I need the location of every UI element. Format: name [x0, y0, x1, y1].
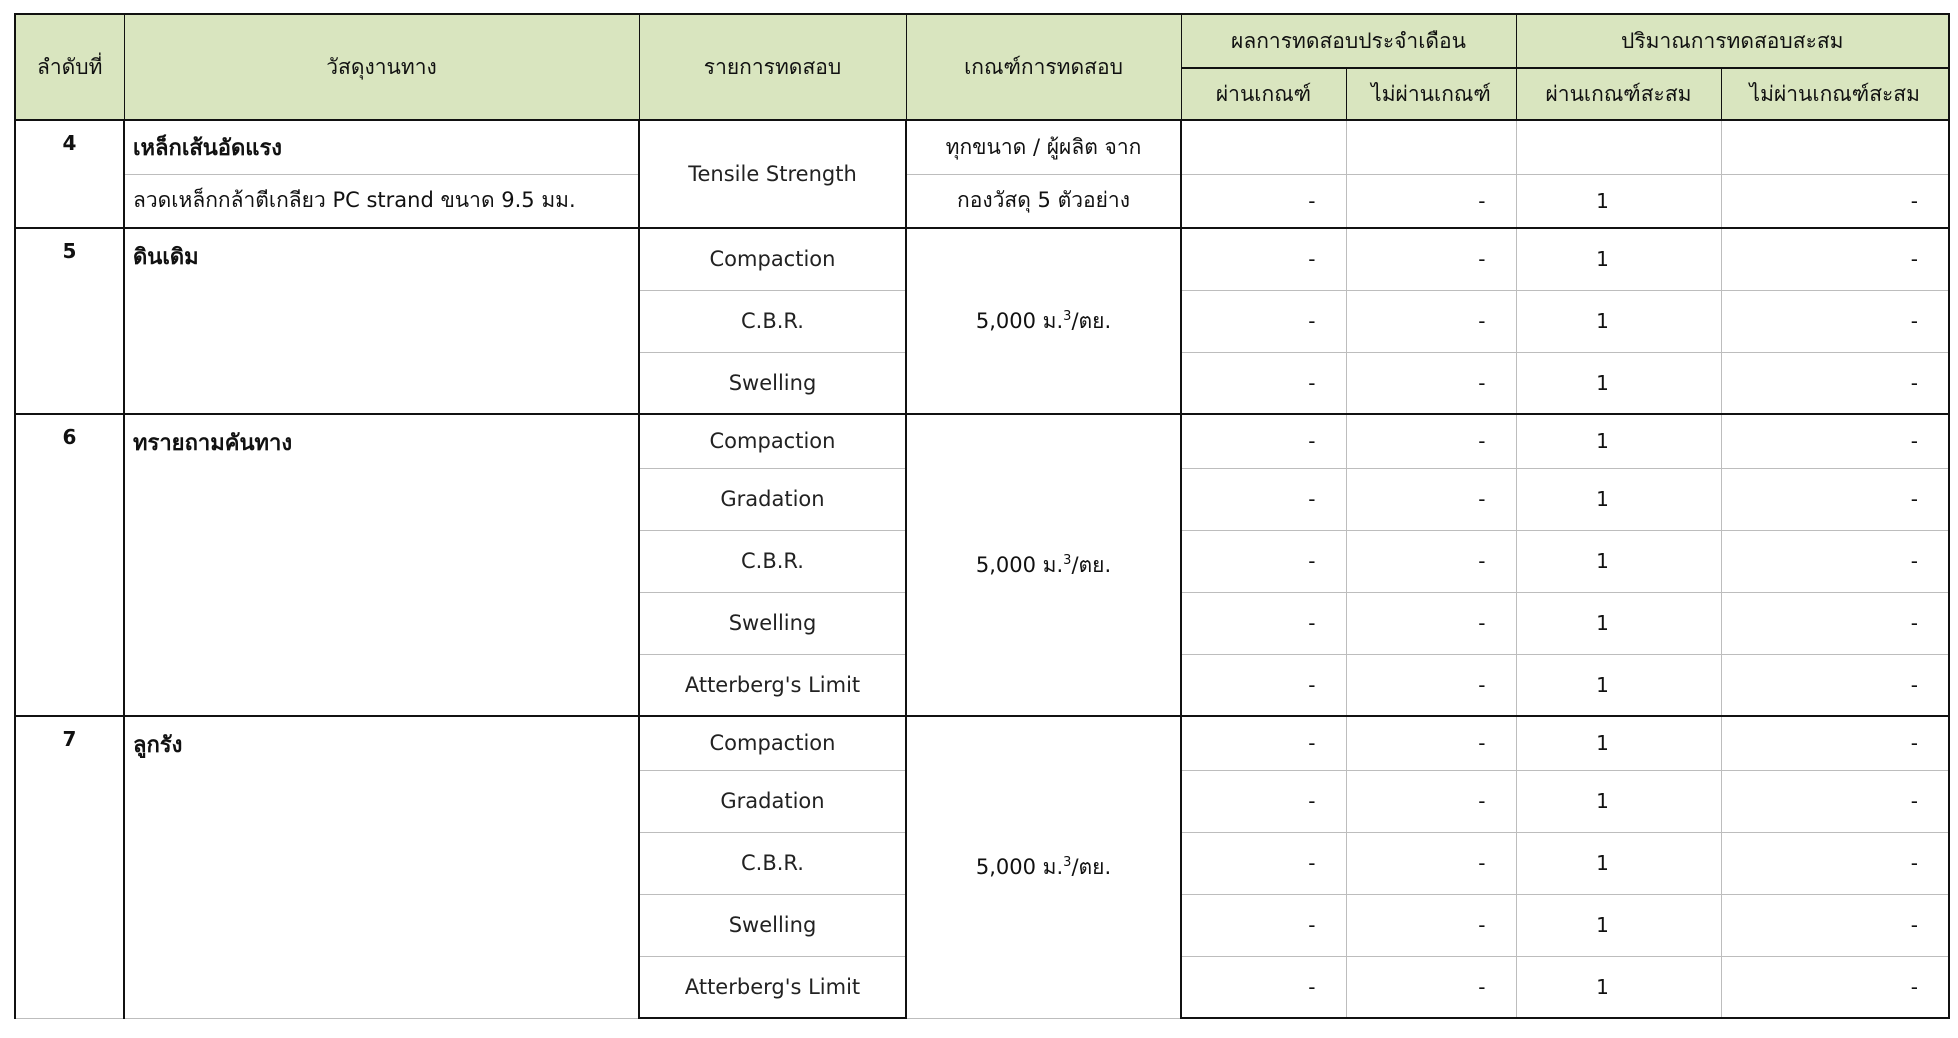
pass-value: -: [1181, 530, 1346, 592]
pass-cum-value: 1: [1516, 414, 1721, 468]
test-item: Gradation: [639, 468, 906, 530]
test-item: Swelling: [639, 352, 906, 414]
header-test-item: รายการทดสอบ: [639, 14, 906, 120]
fail-value: -: [1346, 716, 1516, 770]
test-item: Atterberg's Limit: [639, 956, 906, 1018]
fail-cum-value: -: [1721, 716, 1949, 770]
pass-cum-value: 1: [1516, 530, 1721, 592]
criteria-cell: [906, 228, 1181, 414]
fail-cum-value: -: [1721, 770, 1949, 832]
table-row: [15, 716, 1949, 770]
pass-cum-value: 1: [1516, 290, 1721, 352]
test-item: C.B.R.: [639, 290, 906, 352]
test-item: Atterberg's Limit: [639, 654, 906, 716]
material-name: ลูกรัง: [124, 716, 639, 1018]
material-name: ดินเดิม: [124, 228, 639, 414]
test-item: Swelling: [639, 592, 906, 654]
criteria-exponent: 3: [1063, 308, 1072, 324]
fail-cum-value: -: [1721, 592, 1949, 654]
header-seq: ลำดับที่: [15, 14, 124, 120]
criteria-value: 5,000 ม.: [975, 854, 1064, 879]
fail-value: -: [1346, 228, 1516, 290]
fail-cum-value: -: [1721, 352, 1949, 414]
seq-cell: 7: [15, 716, 124, 1018]
pass-value: -: [1181, 468, 1346, 530]
pass-value: -: [1181, 654, 1346, 716]
criteria-value: 5,000 ม.: [975, 552, 1064, 577]
pass-cum-value: 1: [1516, 894, 1721, 956]
table-row: [15, 414, 1949, 468]
material-name: ทรายถามคันทาง: [124, 414, 639, 716]
pass-value: -: [1181, 290, 1346, 352]
pass-cum-value: 1: [1516, 770, 1721, 832]
fail-value: -: [1346, 770, 1516, 832]
table-row: [15, 228, 1949, 290]
pass-value: -: [1181, 716, 1346, 770]
seq-cell: 6: [15, 414, 124, 716]
test-item: Compaction: [639, 414, 906, 468]
pass-cum-value: 1: [1516, 228, 1721, 290]
material-detail: ลวดเหล็กกล้าตีเกลียว PC strand ขนาด 9.5 มม.: [124, 174, 639, 228]
pass-cum-value: 1: [1516, 956, 1721, 1018]
fail-cum-value: -: [1721, 894, 1949, 956]
table-row: [15, 174, 1949, 228]
material-name: เหล็กเส้นอัดแรง: [124, 120, 639, 174]
criteria-unit: /ตย.: [1071, 854, 1112, 879]
pass-value: -: [1181, 174, 1346, 228]
test-item: Compaction: [639, 228, 906, 290]
criteria-unit: /ตย.: [1071, 552, 1112, 577]
pass-cum-value: 1: [1516, 716, 1721, 770]
fail-value: -: [1346, 832, 1516, 894]
fail-cum-value: -: [1721, 174, 1949, 228]
header-criteria: เกณฑ์การทดสอบ: [906, 14, 1181, 120]
fail-value: -: [1346, 468, 1516, 530]
fail-value: -: [1346, 290, 1516, 352]
fail-value: -: [1346, 654, 1516, 716]
criteria-exponent: 3: [1063, 552, 1072, 568]
header-fail: ไม่ผ่านเกณฑ์: [1346, 68, 1516, 120]
fail-value: -: [1346, 894, 1516, 956]
test-item: C.B.R.: [639, 530, 906, 592]
header-monthly: ผลการทดสอบประจำเดือน: [1181, 14, 1516, 68]
seq-cell: 4: [15, 120, 124, 228]
fail-value: -: [1346, 414, 1516, 468]
fail-cum-value: -: [1721, 290, 1949, 352]
fail-cum-value: -: [1721, 654, 1949, 716]
criteria-line-2: กองวัสดุ 5 ตัวอย่าง: [906, 174, 1181, 228]
pass-value: -: [1181, 770, 1346, 832]
test-item: Compaction: [639, 716, 906, 770]
criteria-unit: /ตย.: [1071, 308, 1112, 333]
fail-cum-value: -: [1721, 832, 1949, 894]
header-fail-cum: ไม่ผ่านเกณฑ์สะสม: [1721, 68, 1949, 120]
pass-cum-value: 1: [1516, 832, 1721, 894]
fail-value: -: [1346, 174, 1516, 228]
fail-value: -: [1346, 530, 1516, 592]
criteria-line-1: ทุกขนาด / ผู้ผลิต จาก: [906, 120, 1181, 174]
fail-cum-value: -: [1721, 414, 1949, 468]
criteria-value: 5,000 ม.: [975, 308, 1064, 333]
test-item: Swelling: [639, 894, 906, 956]
pass-value: -: [1181, 894, 1346, 956]
test-item: Tensile Strength: [639, 120, 906, 228]
header-cumulative: ปริมาณการทดสอบสะสม: [1516, 14, 1949, 68]
criteria-cell: [906, 414, 1181, 716]
seq-cell: 5: [15, 228, 124, 414]
header-pass: ผ่านเกณฑ์: [1181, 68, 1346, 120]
fail-cum-value: -: [1721, 530, 1949, 592]
table-row: [15, 120, 1949, 174]
pass-value: -: [1181, 228, 1346, 290]
test-item: C.B.R.: [639, 832, 906, 894]
pass-cum-value: 1: [1516, 592, 1721, 654]
fail-value: -: [1346, 592, 1516, 654]
pass-value: -: [1181, 414, 1346, 468]
test-results-table: [14, 13, 1950, 1019]
header-pass-cum: ผ่านเกณฑ์สะสม: [1516, 68, 1721, 120]
pass-cum-value: 1: [1516, 174, 1721, 228]
pass-value: -: [1181, 352, 1346, 414]
fail-cum-value: -: [1721, 956, 1949, 1018]
fail-value: -: [1346, 956, 1516, 1018]
header-material: วัสดุงานทาง: [124, 14, 639, 120]
pass-cum-value: 1: [1516, 654, 1721, 716]
test-item: Gradation: [639, 770, 906, 832]
fail-cum-value: -: [1721, 468, 1949, 530]
pass-value: -: [1181, 956, 1346, 1018]
criteria-exponent: 3: [1063, 854, 1072, 870]
fail-value: -: [1346, 352, 1516, 414]
pass-cum-value: 1: [1516, 468, 1721, 530]
fail-cum-value: -: [1721, 228, 1949, 290]
pass-value: -: [1181, 832, 1346, 894]
criteria-cell: [906, 716, 1181, 1018]
pass-value: -: [1181, 592, 1346, 654]
pass-cum-value: 1: [1516, 352, 1721, 414]
